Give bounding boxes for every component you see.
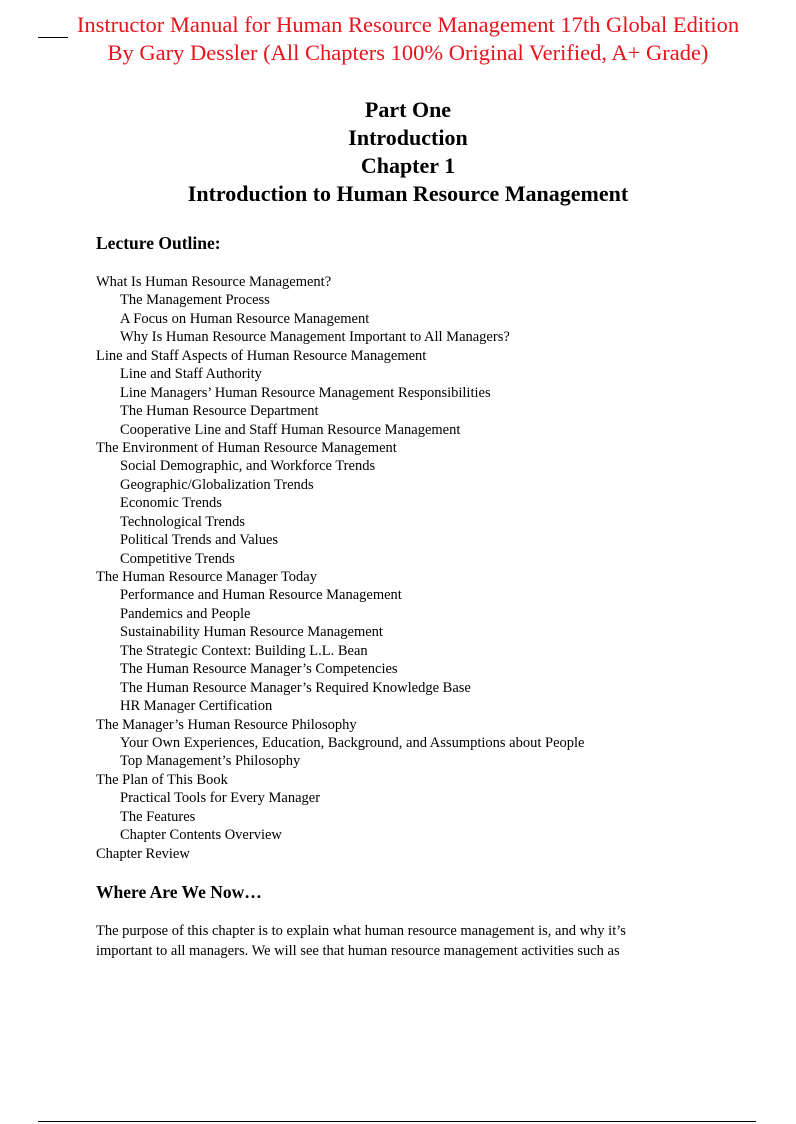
banner-line-2: By Gary Dessler (All Chapters 100% Original Verified, A+ Grade) <box>107 40 709 65</box>
outline-topic: Line and Staff Aspects of Human Resource Management <box>96 347 427 364</box>
outline-subtopic: Cooperative Line and Staff Human Resource Management <box>120 421 461 438</box>
outline-subtopic: Line and Staff Authority <box>120 366 262 383</box>
chapter-number: Chapter 1 <box>360 153 456 178</box>
outline-subtopic: Economic Trends <box>120 495 222 512</box>
outline-subtopic: Performance and Human Resource Management <box>120 587 402 604</box>
outline-subtopic: Why Is Human Resource Management Important to All Managers? <box>120 329 510 346</box>
outline-subtopic: Your Own Experiences, Education, Background, and Assumptions about People <box>120 734 585 751</box>
outline-subtopic: Sustainability Human Resource Management <box>120 624 383 641</box>
outline-subtopic: Geographic/Globalization Trends <box>120 476 314 493</box>
where-now-heading: Where Are We Now… <box>96 882 262 902</box>
outline-subtopic: The Human Resource Department <box>120 403 319 420</box>
outline-subtopic: Chapter Contents Overview <box>120 827 282 844</box>
outline-subtopic: The Human Resource Manager’s Required Knowledge Base <box>120 679 471 696</box>
outline-topic: The Human Resource Manager Today <box>96 569 317 585</box>
part-title: Part One <box>364 97 452 122</box>
outline-topic: Chapter Review <box>96 845 190 862</box>
outline-topic: The Plan of This Book <box>96 771 228 788</box>
banner-line-1: Instructor Manual for Human Resource Management 17th Global Edition <box>76 12 740 37</box>
footer-rule <box>38 1121 756 1122</box>
outline-subtopic: HR Manager Certification <box>120 698 273 715</box>
outline-subtopic: A Focus on Human Resource Management <box>120 310 370 327</box>
outline-topic: What Is Human Resource Management? <box>96 274 332 290</box>
outline-subtopic: Technological Trends <box>120 513 246 530</box>
outline-subtopic: The Human Resource Manager’s Competencies <box>120 661 398 678</box>
paragraph-line: important to all managers. We will see that human resource management activities such as <box>96 942 620 959</box>
outline-subtopic: Political Trends and Values <box>120 532 279 549</box>
lecture-outline-list <box>96 273 584 863</box>
document-banner <box>38 11 778 67</box>
outline-subtopic: The Features <box>120 808 196 825</box>
outline-subtopic: The Strategic Context: Building L.L. Bean <box>120 642 368 659</box>
outline-subtopic: Top Management’s Philosophy <box>120 753 301 770</box>
where-now-paragraph <box>96 922 696 961</box>
outline-subtopic: Line Managers’ Human Resource Management Responsibilities <box>120 384 491 401</box>
outline-topic: The Manager’s Human Resource Philosophy <box>96 716 357 733</box>
outline-subtopic: Practical Tools for Every Manager <box>120 790 321 807</box>
chapter-title-block <box>0 96 796 208</box>
paragraph-line: The purpose of this chapter is to explain what human resource management is, and why it’s <box>96 923 626 939</box>
outline-subtopic: Social Demographic, and Workforce Trends <box>120 458 376 475</box>
outline-topic: The Environment of Human Resource Management <box>96 439 397 456</box>
lecture-outline-heading: Lecture Outline: <box>96 233 221 253</box>
outline-subtopic: Competitive Trends <box>120 550 235 567</box>
part-name: Introduction <box>348 125 468 150</box>
outline-subtopic: Pandemics and People <box>120 605 251 622</box>
chapter-title: Introduction to Human Resource Management <box>187 181 629 206</box>
outline-subtopic: The Management Process <box>120 292 270 309</box>
